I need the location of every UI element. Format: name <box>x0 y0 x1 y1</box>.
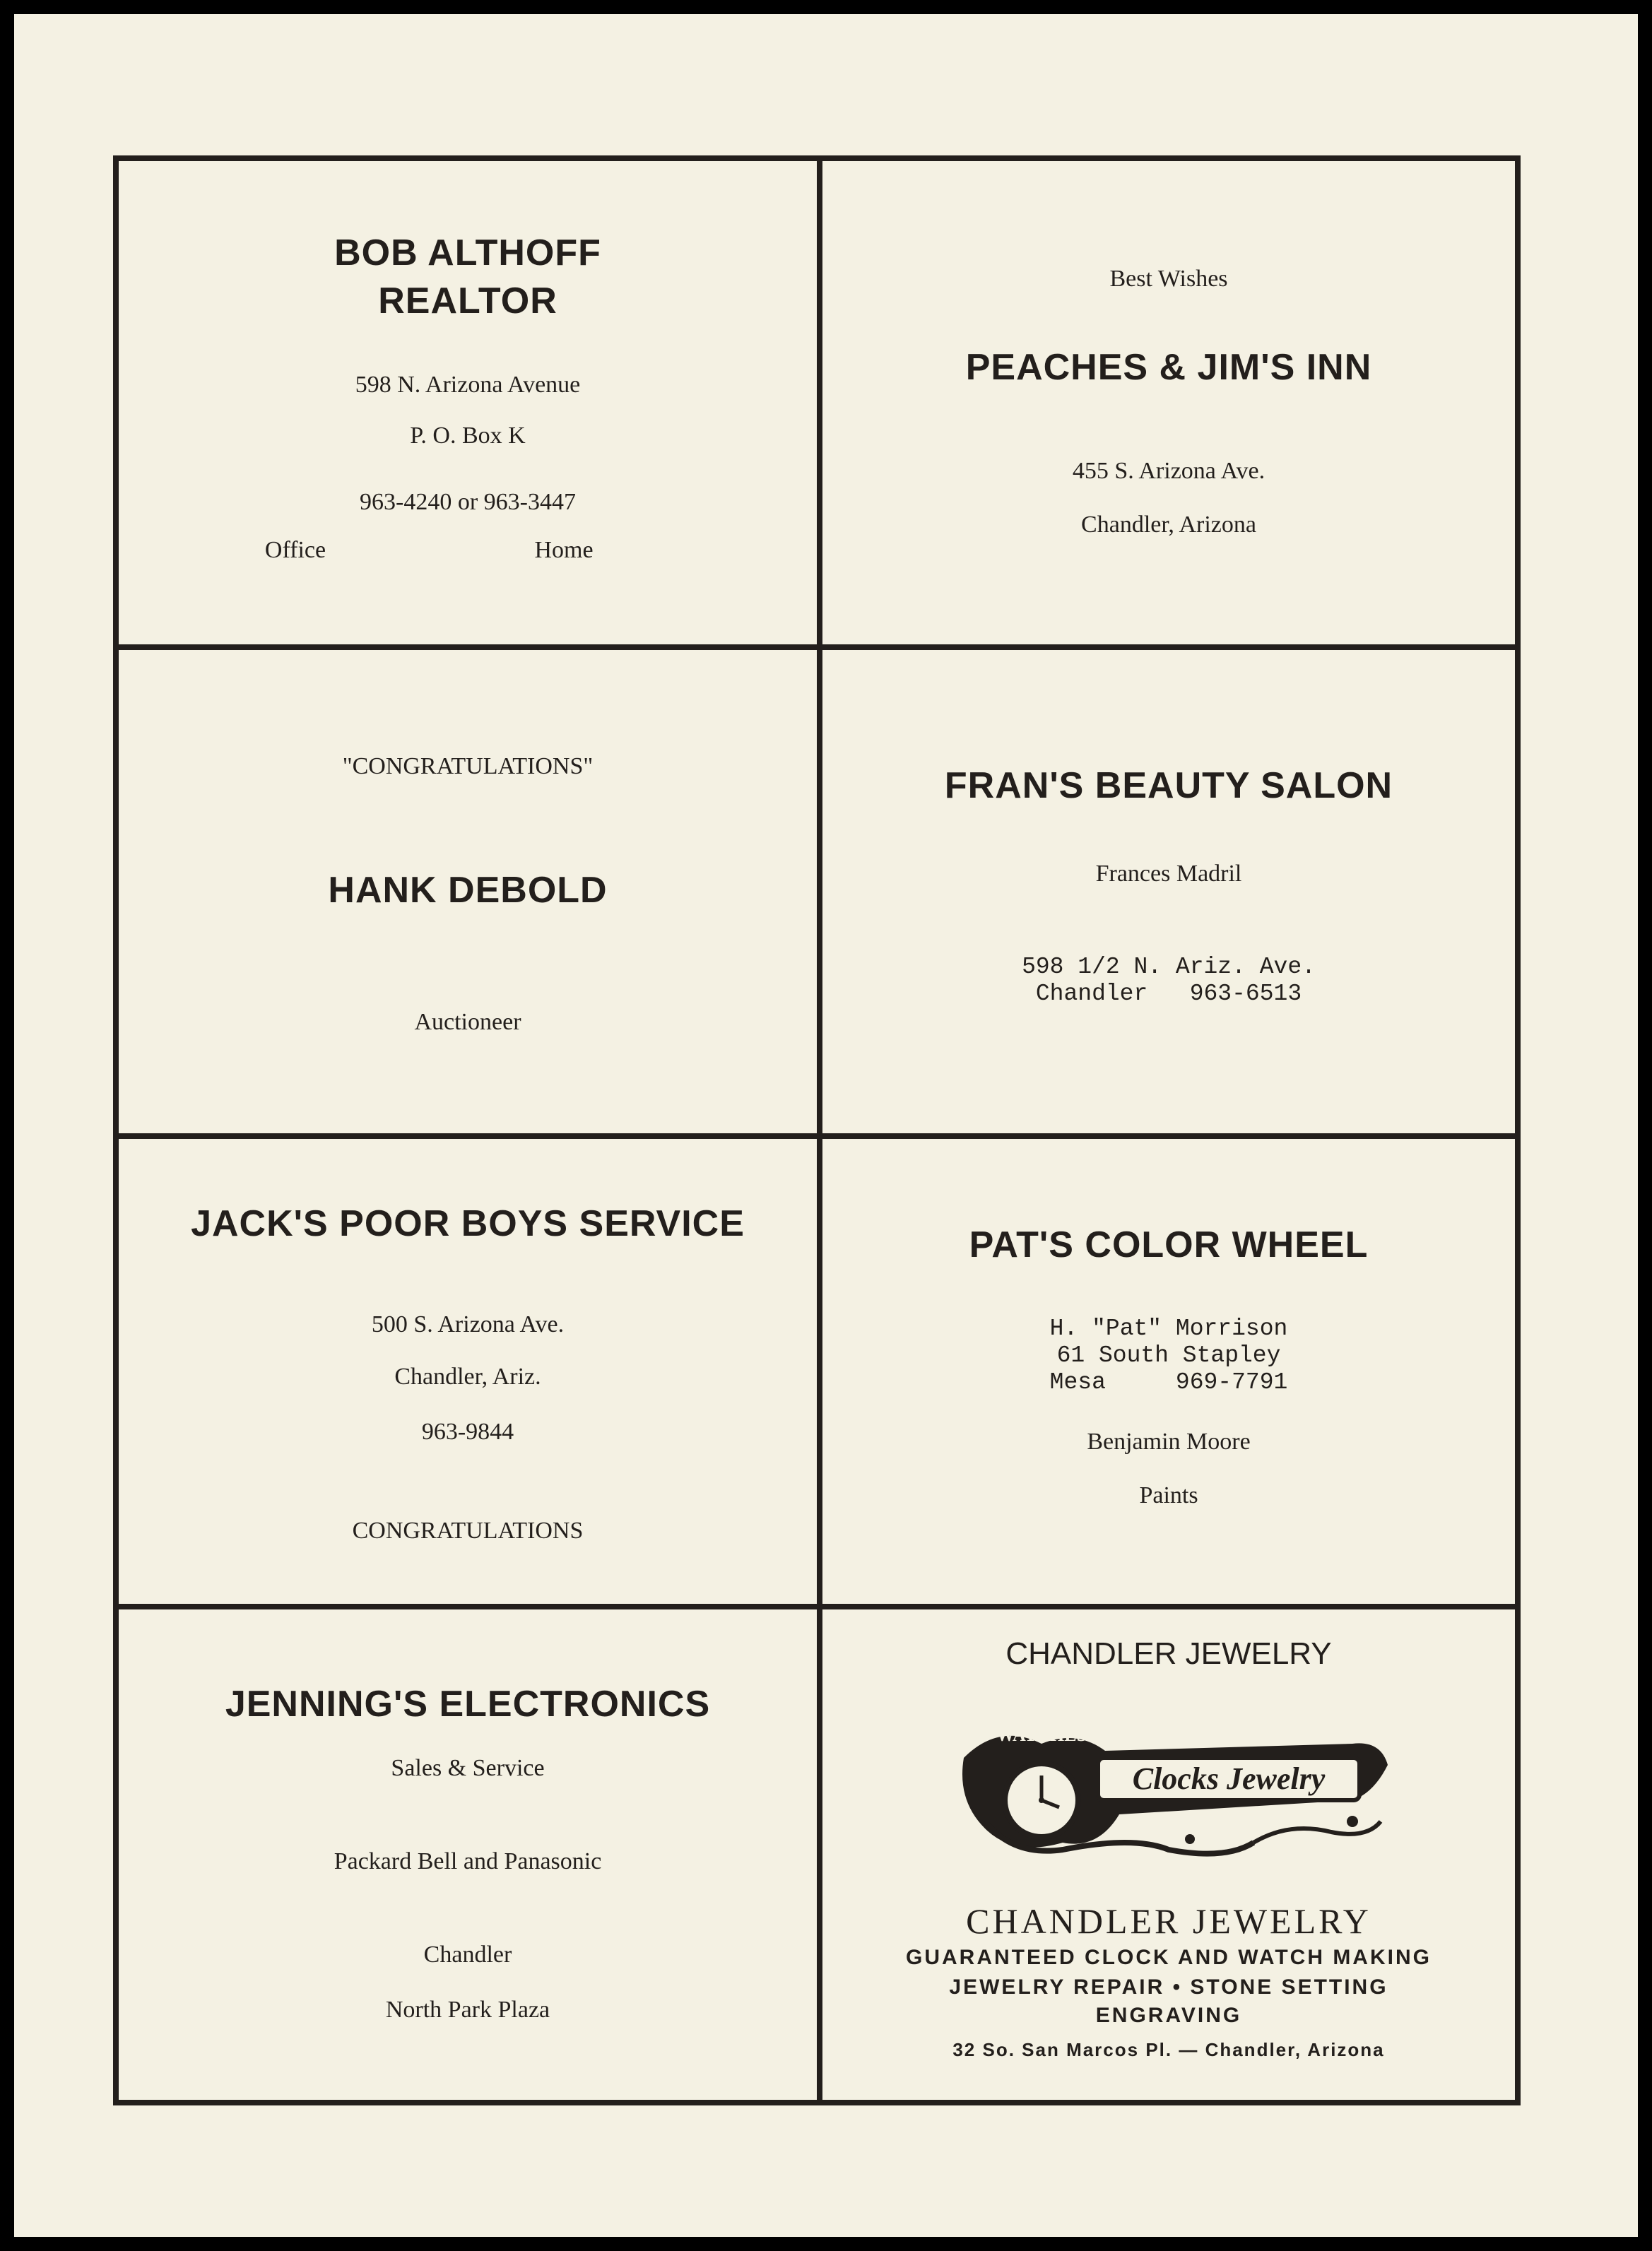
business-name: CHANDLER JEWELRY <box>966 1901 1371 1941</box>
ad-title: PEACHES & JIM'S INN <box>965 347 1372 388</box>
ad-frans-beauty-salon <box>822 650 1515 1133</box>
po-box: P. O. Box K <box>410 423 526 449</box>
service-line-2: JEWELRY REPAIR • STONE SETTING <box>949 1975 1388 1999</box>
phone: 963-9844 <box>421 1419 514 1445</box>
row-divider <box>113 1133 1521 1139</box>
address: 500 S. Arizona Ave. <box>371 1311 565 1337</box>
ad-jennings-electronics <box>119 1609 817 2100</box>
service-line-1: GUARANTEED CLOCK AND WATCH MAKING <box>906 1946 1432 1969</box>
svg-text:Clocks Jewelry: Clocks Jewelry <box>1132 1761 1326 1796</box>
address: 598 N. Arizona Avenue <box>355 372 581 398</box>
ad-title: HANK DEBOLD <box>328 870 608 911</box>
owner: H. "Pat" Morrison <box>1049 1316 1288 1342</box>
row-divider <box>113 644 1521 650</box>
ad-bob-althoff <box>119 161 817 644</box>
ad-peaches-jims-inn <box>822 161 1515 644</box>
ad-heading: CHANDLER JEWELRY <box>1005 1636 1332 1671</box>
ad-title: BOB ALTHOFF <box>334 232 601 273</box>
address: 32 So. San Marcos Pl. — Chandler, Arizona <box>952 2039 1385 2060</box>
location: North Park Plaza <box>385 1997 550 2023</box>
office-label: Office <box>264 537 326 563</box>
ad-jacks-poor-boys-service <box>119 1139 817 1604</box>
greeting: "CONGRATULATIONS" <box>342 753 594 779</box>
address: 598 1/2 N. Ariz. Ave. <box>1022 954 1316 980</box>
greeting: Best Wishes <box>1109 266 1228 292</box>
city: Chandler <box>423 1942 512 1968</box>
city: Chandler, Arizona <box>1081 512 1256 538</box>
row-divider <box>113 1604 1521 1609</box>
brands: Packard Bell and Panasonic <box>334 1848 602 1874</box>
brand: Benjamin Moore <box>1087 1429 1251 1455</box>
closing: CONGRATULATIONS <box>352 1518 584 1544</box>
ad-subtitle: REALTOR <box>378 280 557 321</box>
ad-hank-debold <box>119 650 817 1133</box>
service: Sales & Service <box>391 1755 545 1781</box>
column-divider <box>817 155 822 2105</box>
product: Paints <box>1139 1482 1198 1508</box>
street: 61 South Stapley <box>1056 1342 1281 1369</box>
owner: Frances Madril <box>1095 861 1242 887</box>
city-phone: Mesa 969-7791 <box>1049 1369 1288 1395</box>
city: Chandler, Ariz. <box>394 1364 541 1390</box>
service-line-3: ENGRAVING <box>1095 2004 1242 2027</box>
ad-chandler-jewelry <box>822 1609 1515 2100</box>
ad-pats-color-wheel <box>822 1139 1515 1604</box>
watches-clocks-jewelry-logo <box>957 1715 1395 1864</box>
address: 455 S. Arizona Ave. <box>1072 458 1265 484</box>
ad-title: JENNING'S ELECTRONICS <box>225 1684 711 1725</box>
city-phone: Chandler 963-6513 <box>1035 981 1302 1007</box>
jewelry-logo <box>957 1715 1395 1864</box>
ad-title: PAT'S COLOR WHEEL <box>969 1224 1369 1265</box>
profession: Auctioneer <box>414 1009 521 1035</box>
phone-numbers: 963-4240 or 963-3447 <box>360 489 576 515</box>
home-label: Home <box>534 537 594 563</box>
svg-text:WATCHES: WATCHES <box>996 1725 1087 1745</box>
ad-title: FRAN'S BEAUTY SALON <box>944 765 1393 806</box>
ad-title: JACK'S POOR BOYS SERVICE <box>191 1203 745 1244</box>
